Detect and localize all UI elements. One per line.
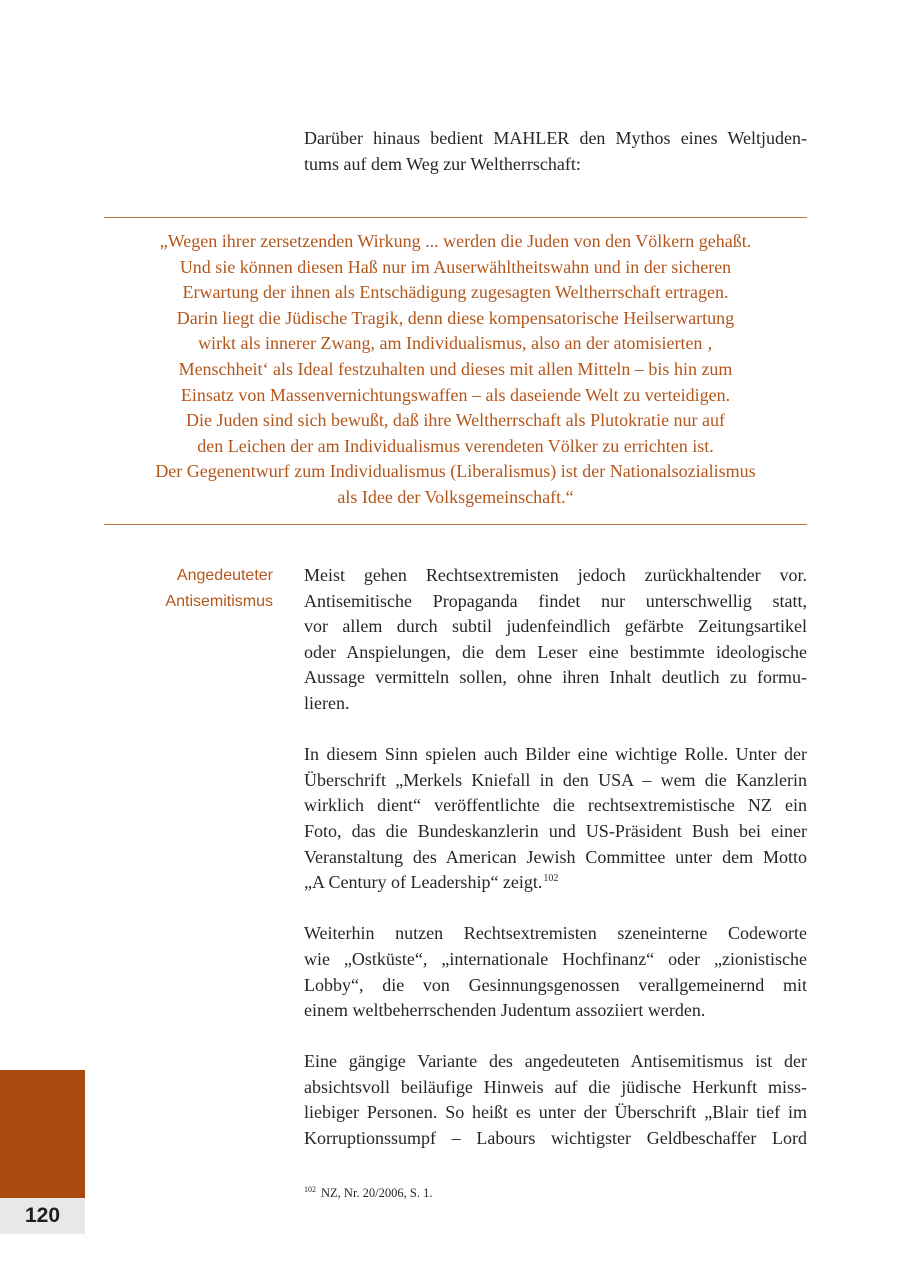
quote-top-rule xyxy=(104,217,807,218)
quote-line: Darin liegt die Jüdische Tragik, denn diese kompensatorische Heilserwartung xyxy=(176,307,735,328)
intro-line: tums auf dem Weg zur Weltherrschaft: xyxy=(304,153,581,174)
body-line: In diesem Sinn spielen auch Bilder eine wichtige Rolle. Unter der xyxy=(304,744,807,765)
quote-bottom-rule xyxy=(104,524,807,525)
body-text xyxy=(304,563,807,1177)
quote-line: wirkt als innerer Zwang, am Individualismus, also an der atomisierten ‚ xyxy=(198,333,713,354)
intro-line: Darüber hinaus bedient MAHLER den Mythos eines Weltjuden- xyxy=(304,128,807,148)
quote-line: Die Juden sind sich bewußt, daß ihre Weltherrschaft als Plutokratie nur auf xyxy=(185,410,726,431)
margin-heading-line: Antisemitismus xyxy=(165,592,273,610)
intro-paragraph xyxy=(304,126,807,177)
body-line: lieren. xyxy=(304,692,350,713)
body-line xyxy=(304,870,807,896)
body-line: Überschrift „Merkels Kniefall in den USA – wem die Kanzlerin xyxy=(304,769,807,790)
footnote xyxy=(304,1184,807,1202)
quote-line: Einsatz von Massenvernichtungswaffen – als daseiende Welt zu verteidigen. xyxy=(180,384,731,405)
body-line-text: „A Century of Leadership“ zeigt. xyxy=(304,872,543,893)
margin-heading xyxy=(110,563,273,614)
body-line: wie „Ostküste“, „internationale Hochfinanz“ oder „zionistische xyxy=(304,948,807,969)
footnote-number: 102 xyxy=(304,1184,316,1194)
body-line: Weiterhin nutzen Rechtsextremisten szeneinterne Codeworte xyxy=(304,923,807,944)
quote-line: als Idee der Volksgemeinschaft.“ xyxy=(337,486,574,507)
quote-line: Und sie können diesen Haß nur im Auserwähltheitswahn und in der sicheren xyxy=(179,256,732,277)
body-line: vor allem durch subtil judenfeindlich gefärbte Zeitungsartikel xyxy=(304,616,807,637)
body-paragraph xyxy=(304,1049,807,1151)
body-line: Korruptionssumpf – Labours wichtigster Geldbeschaffer Lord xyxy=(304,1128,807,1149)
quote-line: den Leichen der am Individualismus verendeten Völker zu errichten ist. xyxy=(197,435,714,456)
body-line: Antisemitische Propaganda findet nur unterschwellig statt, xyxy=(304,590,807,611)
body-line: Eine gängige Variante des angedeuteten Antisemitismus ist der xyxy=(304,1051,807,1072)
body-line: absichtsvoll beiläufige Hinweis auf die jüdische Herkunft miss- xyxy=(304,1076,807,1097)
quote-line: Menschheit‘ als Ideal festzuhalten und dieses mit allen Mitteln – bis hin zum xyxy=(178,358,733,379)
body-line: Veranstaltung des American Jewish Committee unter dem Motto xyxy=(304,846,807,867)
body-line: liebiger Personen. So heißt es unter der Überschrift „Blair tief im xyxy=(304,1102,807,1123)
block-quote xyxy=(104,229,807,511)
body-paragraph xyxy=(304,563,807,717)
footnote-reference[interactable]: 102 xyxy=(543,873,559,885)
page-number: 120 xyxy=(24,1204,61,1227)
body-line: einem weltbeherrschenden Judentum assoziiert werden. xyxy=(304,1000,706,1021)
body-paragraph xyxy=(304,921,807,1023)
body-line: Meist gehen Rechtsextremisten jedoch zurückhaltender vor. xyxy=(304,565,807,585)
page-number-box xyxy=(0,1198,85,1234)
body-line: oder Anspielungen, die dem Leser eine bestimmte ideologische xyxy=(304,641,807,662)
body-paragraph xyxy=(304,742,807,896)
body-line: Lobby“, die von Gesinnungsgenossen verallgemeinernd mit xyxy=(304,974,807,995)
page-marker-block xyxy=(0,1070,85,1198)
footnote-text: NZ, Nr. 20/2006, S. 1. xyxy=(321,1186,433,1200)
body-line: Foto, das die Bundeskanzlerin und US-Präsident Bush bei einer xyxy=(304,820,807,841)
body-line: Aussage vermitteln sollen, ohne ihren Inhalt deutlich zu formu- xyxy=(304,667,807,688)
quote-line: Erwartung der ihnen als Entschädigung zugesagten Weltherrschaft ertragen. xyxy=(182,282,729,303)
margin-heading-line: Angedeuteter xyxy=(176,567,273,584)
quote-line: „Wegen ihrer zersetzenden Wirkung ... werden die Juden von den Völkern gehaßt. xyxy=(159,231,752,251)
quote-line: Der Gegenentwurf zum Individualismus (Liberalismus) ist der Nationalsozialismus xyxy=(155,461,756,482)
body-line: wirklich dient“ veröffentlichte die rechtsextremistische NZ ein xyxy=(304,795,807,816)
